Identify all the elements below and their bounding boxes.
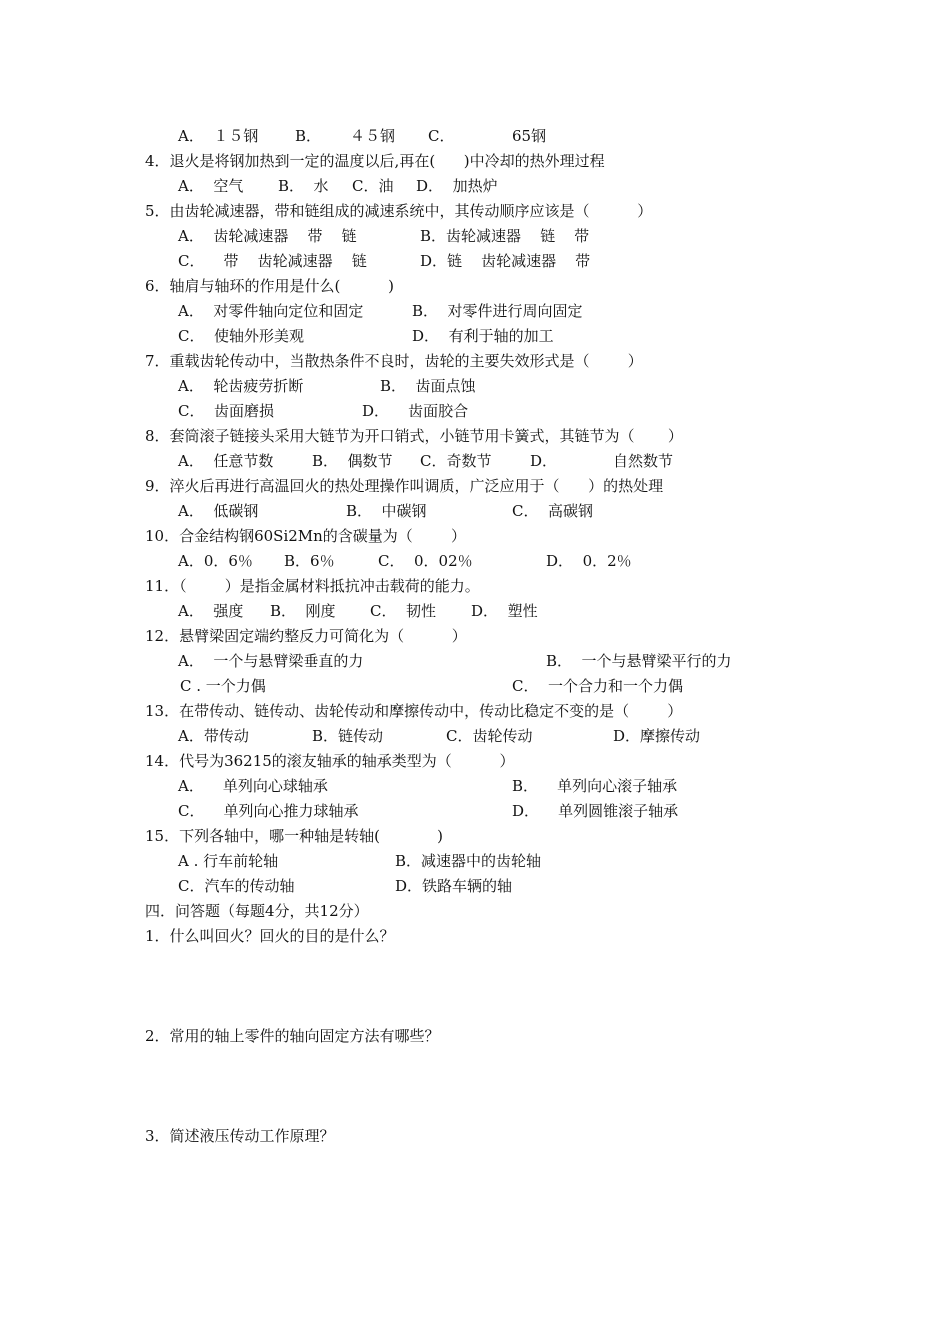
text-segment: C． 单列向心推力球轴承 — [178, 802, 359, 820]
text-line — [0, 701, 950, 726]
text-line — [0, 276, 950, 301]
text-segment: A． 对零件轴向定位和固定 — [178, 302, 364, 320]
text-segment: D．铁路车辆的轴 — [395, 877, 513, 895]
text-segment: B． 单列向心滚子轴承 — [512, 777, 678, 795]
text-line — [0, 426, 950, 451]
text-segment: 14．代号为36215的滚友轴承的轴承类型为（ ） — [145, 752, 515, 770]
text-line — [0, 126, 950, 151]
text-segment: D． 单列圆锥滚子轴承 — [512, 802, 679, 820]
text-segment: A． 单列向心球轴承 — [178, 777, 328, 795]
text-segment: C． 韧性 — [370, 602, 437, 620]
text-segment: 6．轴肩与轴环的作用是什么( ) — [145, 277, 394, 295]
text-segment: B． 齿面点蚀 — [380, 377, 476, 395]
text-segment: B． 中碳钢 — [346, 502, 427, 520]
text-line — [0, 551, 950, 576]
text-segment: A．带传动 — [178, 727, 249, 745]
text-line — [0, 651, 950, 676]
text-segment: C． 高碳钢 — [512, 502, 594, 520]
text-line — [0, 751, 950, 776]
text-segment: D． 0．2％ — [546, 552, 632, 570]
text-segment: C．油 — [352, 177, 394, 195]
text-segment: B． 对零件进行周向固定 — [412, 302, 583, 320]
text-segment: C． 0．02％ — [378, 552, 473, 570]
text-line — [0, 876, 950, 901]
text-segment: A．0．6％ — [178, 552, 253, 570]
text-line — [0, 501, 950, 526]
text-segment: C．汽车的传动轴 — [178, 877, 295, 895]
text-line — [0, 1126, 950, 1151]
text-line — [0, 1026, 950, 1051]
text-segment: C． 带 齿轮减速器 链 — [178, 252, 367, 270]
text-line — [0, 151, 950, 176]
text-line — [0, 601, 950, 626]
text-segment: A． 低碳钢 — [178, 502, 259, 520]
text-line — [0, 801, 950, 826]
text-segment: C． — [428, 127, 455, 145]
text-line — [0, 301, 950, 326]
text-line — [0, 926, 950, 951]
text-segment: A． １５钢 — [178, 127, 259, 145]
text-segment: 65钢 — [512, 127, 547, 145]
text-segment: C．奇数节 — [420, 452, 492, 470]
text-segment: 2．常用的轴上零件的轴向固定方法有哪些？ — [145, 1027, 440, 1045]
text-segment: 13．在带传动、链传动、齿轮传动和摩擦传动中，传动比稳定不变的是（ ） — [145, 702, 683, 720]
text-segment: 4．退火是将钢加热到一定的温度以后,再在( )中冷却的热外理过程 — [145, 152, 605, 170]
text-line — [0, 251, 950, 276]
text-line — [0, 851, 950, 876]
text-line — [0, 401, 950, 426]
text-line — [0, 626, 950, 651]
text-segment: 11．（ ）是指金属材料抵抗冲击载荷的能力。 — [145, 577, 480, 595]
text-segment: A． 轮齿疲劳折断 — [178, 377, 304, 395]
text-line — [0, 201, 950, 226]
text-segment: D．链 齿轮减速器 带 — [420, 252, 591, 270]
text-line — [0, 676, 950, 701]
text-line — [0, 451, 950, 476]
text-line — [0, 576, 950, 601]
text-segment: B． — [295, 127, 322, 145]
text-segment: B．齿轮减速器 链 带 — [420, 227, 590, 245]
text-segment: B．6％ — [284, 552, 335, 570]
text-line — [0, 176, 950, 201]
text-segment: 3．简述液压传动工作原理？ — [145, 1127, 335, 1145]
text-segment: A． 强度 — [178, 602, 244, 620]
text-segment: A． 任意节数 — [178, 452, 274, 470]
text-segment: B．链传动 — [312, 727, 384, 745]
text-segment: D．摩擦传动 — [613, 727, 701, 745]
text-line — [0, 526, 950, 551]
text-line — [0, 726, 950, 751]
text-line — [0, 826, 950, 851]
text-segment: C． 使轴外形美观 — [178, 327, 305, 345]
text-line — [0, 376, 950, 401]
text-line — [0, 901, 950, 926]
text-segment: 四．问答题（每题4分，共12分） — [145, 902, 369, 920]
text-line — [0, 776, 950, 801]
text-segment: B． 一个与悬臂梁平行的力 — [546, 652, 732, 670]
text-line — [0, 326, 950, 351]
text-segment: 5．由齿轮减速器，带和链组成的减速系统中，其传动顺序应该是（ ） — [145, 202, 653, 220]
text-segment: B． 水 — [278, 177, 329, 195]
text-segment: C．齿轮传动 — [446, 727, 533, 745]
text-segment: 9．淬火后再进行高温回火的热处理操作叫调质，广泛应用于（ ）的热处理 — [145, 477, 664, 495]
text-segment: A． 空气 — [178, 177, 244, 195]
text-segment: 10．合金结构钢60Si2Mn的含碳量为（ ） — [145, 527, 466, 545]
text-segment: 自然数节 — [613, 452, 674, 470]
text-segment: A . 行车前轮轴 — [178, 852, 279, 870]
text-segment: B． 刚度 — [270, 602, 336, 620]
text-segment: C． 齿面磨损 — [178, 402, 275, 420]
text-segment: D． 齿面胶合 — [362, 402, 469, 420]
text-segment: D． 有利于轴的加工 — [412, 327, 554, 345]
text-segment: 12．悬臂梁固定端约整反力可简化为（ ） — [145, 627, 467, 645]
text-segment: D． — [530, 452, 558, 470]
text-line — [0, 226, 950, 251]
text-segment: 7．重载齿轮传动中，当散热条件不良时，齿轮的主要失效形式是（ ） — [145, 352, 643, 370]
text-segment: B．减速器中的齿轮轴 — [395, 852, 542, 870]
text-segment: D． 塑性 — [471, 602, 538, 620]
text-segment: B． 偶数节 — [312, 452, 393, 470]
text-segment: A． 一个与悬臂梁垂直的力 — [178, 652, 364, 670]
text-segment: 15．下列各轴中，哪一种轴是转轴( ) — [145, 827, 444, 845]
text-segment: D． 加热炉 — [416, 177, 498, 195]
text-line — [0, 351, 950, 376]
text-segment: 1．什么叫回火？回火的目的是什么？ — [145, 927, 395, 945]
text-segment: ４５钢 — [350, 127, 396, 145]
text-segment: A． 齿轮减速器 带 链 — [178, 227, 357, 245]
text-segment: 8．套筒滚子链接头采用大链节为开口销式，小链节用卡簧式，其链节为（ ） — [145, 427, 683, 445]
text-segment: C . 一个力偶 — [180, 677, 266, 695]
text-segment: C． 一个合力和一个力偶 — [512, 677, 684, 695]
text-line — [0, 476, 950, 501]
